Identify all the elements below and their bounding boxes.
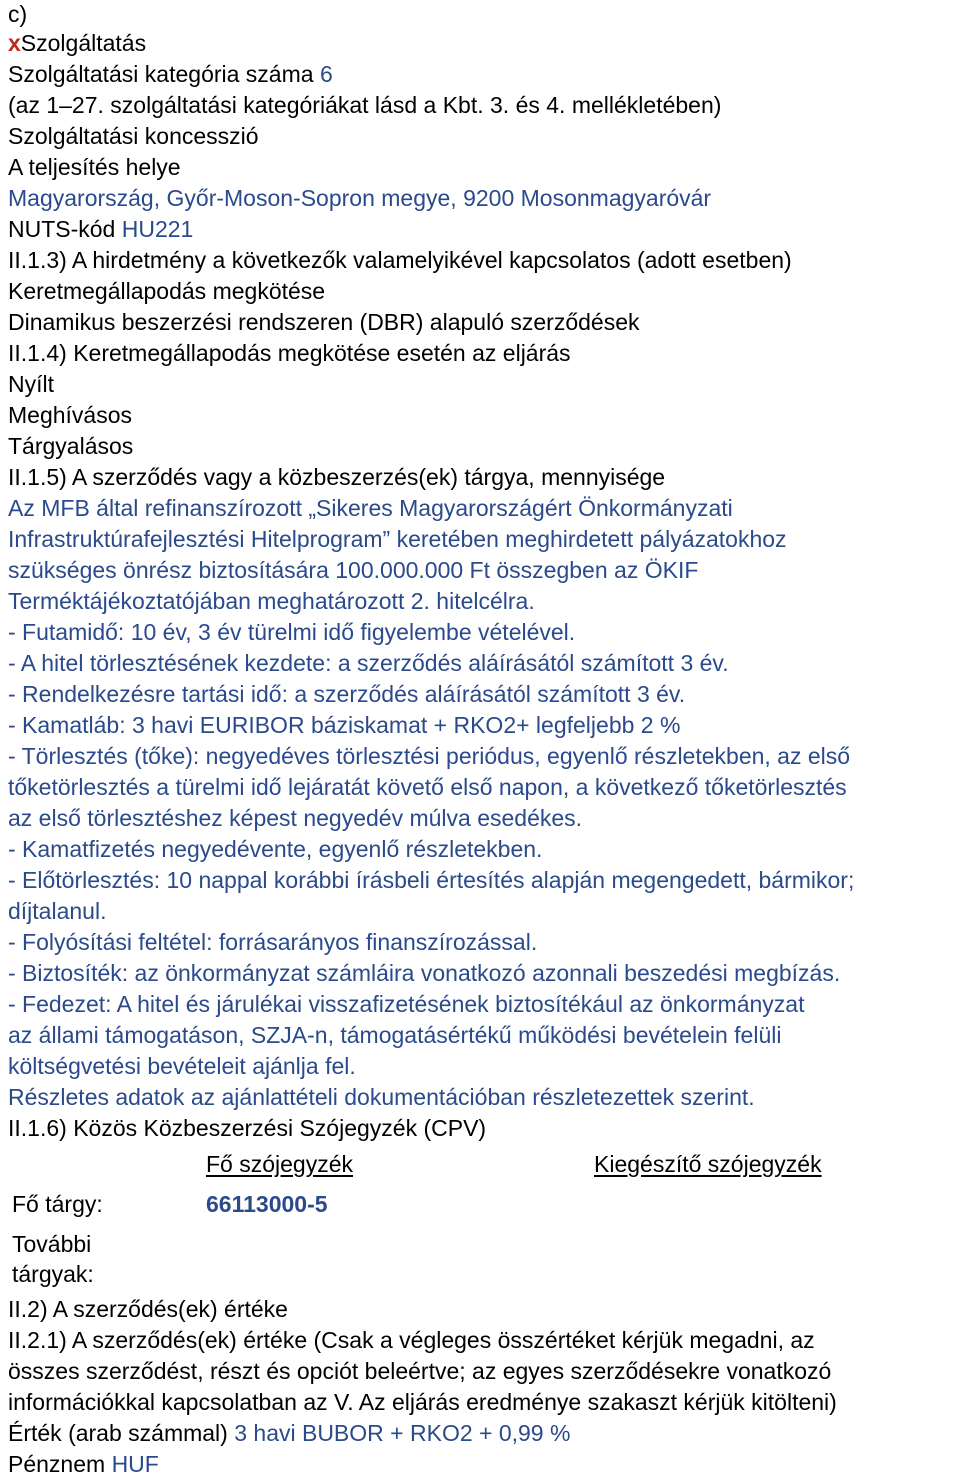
nuts-line: NUTS-kód HU221: [8, 216, 194, 242]
service-label: Szolgáltatás: [20, 30, 147, 56]
service-type-line: [8, 29, 146, 59]
section-heading-ii-1-5: II.1.5) A szerződés vagy a közbeszerzés(ek) tárgya, mennyisége: [8, 464, 666, 490]
subject-line: díjtalanul.: [8, 898, 107, 924]
section-letter: c): [8, 1, 28, 27]
cpv-supplementary-column-header: Kiegészítő szójegyzék: [594, 1151, 822, 1177]
section-heading-ii-1-4: II.1.4) Keretmegállapodás megkötése esetén az eljárás: [8, 340, 571, 366]
contract-value-text: információkkal kapcsolatban az V. Az eljárás eredménye szakaszt kérjük kitölteni): [8, 1389, 837, 1415]
contract-value-text: II.2.1) A szerződés(ek) értéke (Csak a végleges összértéket kérjük megadni, az: [8, 1327, 815, 1353]
procedure-open: Nyílt: [8, 371, 54, 397]
cpv-further-objects-label: tárgyak:: [12, 1261, 94, 1287]
subject-line: az állami támogatáson, SZJA-n, támogatásértékű működési bevételein felüli: [8, 1022, 782, 1048]
category-note: (az 1–27. szolgáltatási kategóriákat lásd a Kbt. 3. és 4. mellékletében): [8, 92, 722, 118]
subject-line: - A hitel törlesztésének kezdete: a szerződés aláírásától számított 3 év.: [8, 650, 729, 676]
nuts-code: HU221: [121, 216, 194, 242]
subject-line: Infrastruktúrafejlesztési Hitelprogram” keretében meghirdetett pályázatokhoz: [8, 526, 787, 552]
section-heading-ii-1-3: II.1.3) A hirdetmény a következők valamelyikével kapcsolatos (adott esetben): [8, 247, 792, 273]
framework-agreement: Keretmegállapodás megkötése: [8, 278, 326, 304]
subject-line: - Kamatfizetés negyedévente, egyenlő részletekben.: [8, 836, 543, 862]
subject-line: - Kamatláb: 3 havi EURIBOR báziskamat + RKO2+ legfeljebb 2 %: [8, 712, 681, 738]
cpv-heading: II.1.6) Közös Közbeszerzési Szójegyzék (CPV): [8, 1115, 487, 1141]
subject-line: tőketörlesztés a türelmi idő lejáratát követő első napon, a következő tőketörlesztés: [8, 774, 847, 800]
service-concession: Szolgáltatási koncesszió: [8, 123, 259, 149]
category-number-line: Szolgáltatási kategória száma 6: [8, 61, 333, 87]
cpv-further-objects-label: További: [12, 1231, 92, 1257]
subject-line: költségvetési bevételeit ajánlja fel.: [8, 1053, 356, 1079]
contract-amount-line: [8, 1419, 570, 1449]
subject-line: - Előtörlesztés: 10 nappal korábbi írásbeli értesítés alapján megengedett, bármikor;: [8, 867, 855, 893]
category-number: 6: [319, 61, 333, 87]
subject-line: az első törlesztéshez képest negyedév múlva esedékes.: [8, 805, 583, 831]
place-of-performance-value: Magyarország, Győr-Moson-Sopron megye, 9200 Mosonmagyaróvár: [8, 185, 712, 211]
cpv-main-object-label: Fő tárgy:: [12, 1191, 103, 1217]
currency-label: Pénznem: [8, 1451, 106, 1477]
currency-line: [8, 1450, 159, 1480]
cpv-main-column-header: Fő szójegyzék: [206, 1151, 354, 1177]
subject-line: - Folyósítási feltétel: forrásarányos finanszírozással.: [8, 929, 538, 955]
subject-line: Részletes adatok az ajánlattételi dokumentációban részletezettek szerint.: [8, 1084, 755, 1110]
subject-line: - Biztosíték: az önkormányzat számláira vonatkozó azonnali beszedési megbízás.: [8, 960, 841, 986]
subject-line: - Törlesztés (tőke): negyedéves törlesztési periódus, egyenlő részletekben, az első: [8, 743, 851, 769]
cpv-main-object-code: 66113000-5: [206, 1191, 328, 1217]
subject-line: Az MFB által refinanszírozott „Sikeres Magyarországért Önkormányzati: [8, 495, 733, 521]
subject-line: szükséges önrész biztosítására 100.000.000 Ft összegben az ÖKIF: [8, 557, 699, 583]
contract-value-heading: II.2) A szerződés(ek) értéke: [8, 1296, 288, 1322]
subject-line: Terméktájékoztatójában meghatározott 2. hitelcélra.: [8, 588, 535, 614]
procedure-negotiated: Tárgyalásos: [8, 433, 134, 459]
place-of-performance-label: A teljesítés helye: [8, 154, 181, 180]
subject-line: - Rendelkezésre tartási idő: a szerződés aláírásától számított 3 év.: [8, 681, 686, 707]
amount-value: 3 havi BUBOR + RKO2 + 0,99 %: [234, 1420, 571, 1446]
subject-line: - Fedezet: A hitel és járulékai visszafizetésének biztosítékául az önkormányzat: [8, 991, 805, 1017]
currency-value: HUF: [111, 1451, 159, 1477]
amount-label: Érték (arab számmal): [8, 1420, 228, 1446]
subject-line: - Futamidő: 10 év, 3 év türelmi idő figyelembe vételével.: [8, 619, 576, 645]
procedure-restricted: Meghívásos: [8, 402, 133, 428]
dynamic-purchasing: Dinamikus beszerzési rendszeren (DBR) alapuló szerződések: [8, 309, 640, 335]
check-mark: x: [8, 30, 21, 56]
contract-value-text: összes szerződést, részt és opciót beleértve; az egyes szerződésekre vonatkozó: [8, 1358, 832, 1384]
